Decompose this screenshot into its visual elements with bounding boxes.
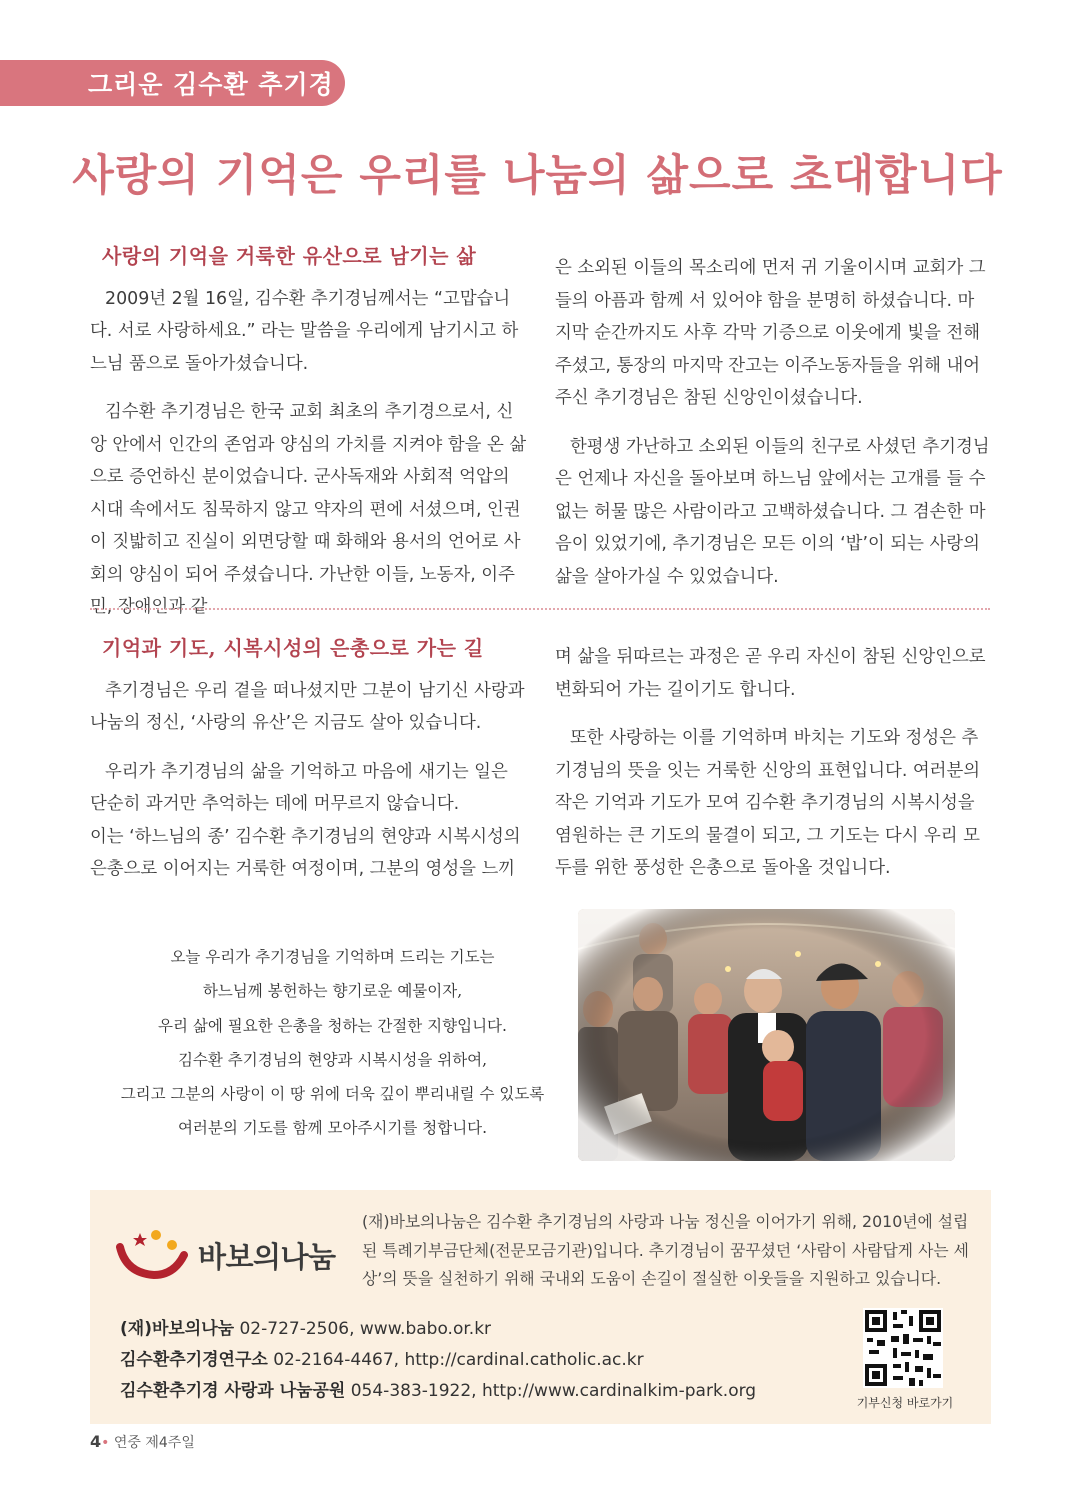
contact-row: [120, 1345, 756, 1376]
prayer-line: 그리고 그분의 사랑이 이 땅 위에 더욱 깊이 뿌리내릴 수 있도록: [120, 1085, 545, 1104]
foundation-intro: (재)바보의나눔은 김수환 추기경님의 사랑과 나눔 정신을 이어가기 위해, 2010년에 설립된 특례기부금단체(전문모금기관)입니다. 추기경님이 꿈꾸셨던 ‘사람이 사람답게 사는 세상’의 뜻을 실천하기 위해 국내외 도움이 손길이 절실한 이웃들을 지원하고 있습니다.: [362, 1212, 969, 1288]
part2-right-paragraph: 며 삶을 뒤따르는 과정은 곧 우리 자신이 참된 신앙인으로 변화되어 가는 길이기도 합니다.: [555, 647, 986, 700]
babo-logo-text: 바보의나눔: [198, 1239, 336, 1274]
qr-label: 기부신청 바로가기: [856, 1396, 954, 1410]
contact-org: 김수환추기경 사랑과 나눔공원: [120, 1381, 346, 1401]
part1-subtitle: 사랑의 기억을 거룩한 유산으로 남기는 삶: [102, 244, 477, 268]
prayer-line: 여러분의 기도를 함께 모아주시기를 청합니다.: [177, 1119, 488, 1138]
part1-right-paragraph: 은 소외된 이들의 목소리에 먼저 귀 기울이시며 교회가 그들의 아픔과 함께 서 있어야 함을 분명히 하셨습니다. 마지막 순간까지도 사후 각막 기증으로 이웃에게 빛을 전해 주셨고, 통장의 마지막 잔고는 이주노동자들을 위해 내어주신 추기경님은 참된 신앙인이셨습니다.: [555, 258, 986, 408]
part1-right-paragraph: 한평생 가난하고 소외된 이들의 친구로 사셨던 추기경님은 언제나 자신을 돌아보며 하느님 앞에서는 고개를 들 수 없는 허물 많은 사람이라고 고백하셨습니다. 그 겸손한 마음이 있었기에, 추기경님은 모든 이의 ‘밥’이 되는 사랑의 삶을 살아가실 수 있었습니다.: [555, 436, 990, 587]
contact-org: (재)바보의나눔: [120, 1319, 235, 1339]
page-number: 4: [90, 1432, 102, 1451]
babo-logo: [116, 1220, 346, 1290]
page-headline: 사랑의 기억은 우리를 나눔의 삶으로 초대합니다: [72, 151, 1003, 201]
part2-right-column: [555, 641, 991, 885]
contact-info[interactable]: 02-727-2506, www.babo.or.kr: [239, 1319, 492, 1339]
prayer-line: 하느님께 봉헌하는 향기로운 예물이자,: [202, 982, 463, 1001]
part2-subtitle: 기억과 기도, 시복시성의 은총으로 가는 길: [102, 636, 484, 660]
part2-left-paragraph: 추기경님은 우리 곁을 떠나셨지만 그분이 남기신 사랑과 나눔의 정신, ‘사랑의 유산’은 지금도 살아 있습니다.: [90, 680, 525, 733]
babo-logo-icon: [116, 1225, 188, 1285]
section-tab: 그리운 김수환 추기경: [0, 60, 345, 106]
page-footer: [90, 1432, 195, 1452]
part1-left-paragraph: 김수환 추기경님은 한국 교회 최초의 추기경으로서, 신앙 안에서 인간의 존엄과 양심의 가치를 지켜야 함을 온 삶으로 증언하신 분이었습니다. 군사독재와 사회적 억압의 시대 속에서도 침묵하지 않고 약자의 편에 서셨으며, 인권이 짓밟히고 진실이 외면당할 때 화해와 용서의 언어로 사회의 양심이 되어 주셨습니다. 가난한 이들, 노동자, 이주민, 장애인과 같: [90, 402, 527, 617]
part1-left-paragraph: 2009년 2월 16일, 김수환 추기경님께서는 “고맙습니다. 서로 사랑하세요.” 라는 말씀을 우리에게 남기시고 하느님 품으로 돌아가셨습니다.: [90, 288, 519, 374]
part2-left-paragraph: 이는 ‘하느님의 종’ 김수환 추기경님의 현양과 시복시성의 은총으로 이어지는 거룩한 여정이며, 그분의 영성을 느끼: [90, 826, 521, 879]
part1-left-column: [90, 240, 530, 624]
prayer-line: 우리 삶에 필요한 은총을 청하는 간절한 지향입니다.: [158, 1016, 507, 1035]
page-label: 연중 제4주일: [113, 1435, 195, 1451]
section-divider: [90, 608, 990, 610]
part1-right-column: [555, 252, 991, 593]
prayer-line: 김수환 추기경님의 현양과 시복시성을 위하여,: [177, 1050, 488, 1069]
contact-org: 김수환추기경연구소: [120, 1350, 268, 1370]
prayer-text: [90, 940, 575, 1146]
contact-info[interactable]: 02-2164-4467, http://cardinal.catholic.ac.kr: [273, 1350, 644, 1370]
prayer-line: 오늘 우리가 추기경님을 기억하며 드리는 기도는: [170, 948, 495, 966]
cardinal-photo: [578, 909, 955, 1161]
contact-list: [120, 1314, 756, 1407]
part2-left-column: [90, 632, 530, 886]
bullet-dot-icon: •: [101, 1435, 110, 1451]
contact-row: [120, 1376, 756, 1407]
donation-qr-code[interactable]: [863, 1308, 943, 1388]
contact-info[interactable]: 054-383-1922, http://www.cardinalkim-park.org: [350, 1381, 757, 1401]
contact-row: [120, 1314, 756, 1345]
part2-left-paragraph: 우리가 추기경님의 삶을 기억하고 마음에 새기는 일은 단순히 과거만 추억하는 데에 머무르지 않습니다.: [90, 761, 508, 814]
part2-right-paragraph: 또한 사랑하는 이를 기억하며 바치는 기도와 정성은 추기경님의 뜻을 잇는 거룩한 신앙의 표현입니다. 여러분의 작은 기억과 기도가 모여 김수환 추기경님의 시복시성을 염원하는 큰 기도의 물결이 되고, 그 기도는 다시 우리 모두를 위한 풍성한 은총으로 돌아올 것입니다.: [555, 728, 981, 878]
foundation-info-box: [90, 1190, 991, 1424]
